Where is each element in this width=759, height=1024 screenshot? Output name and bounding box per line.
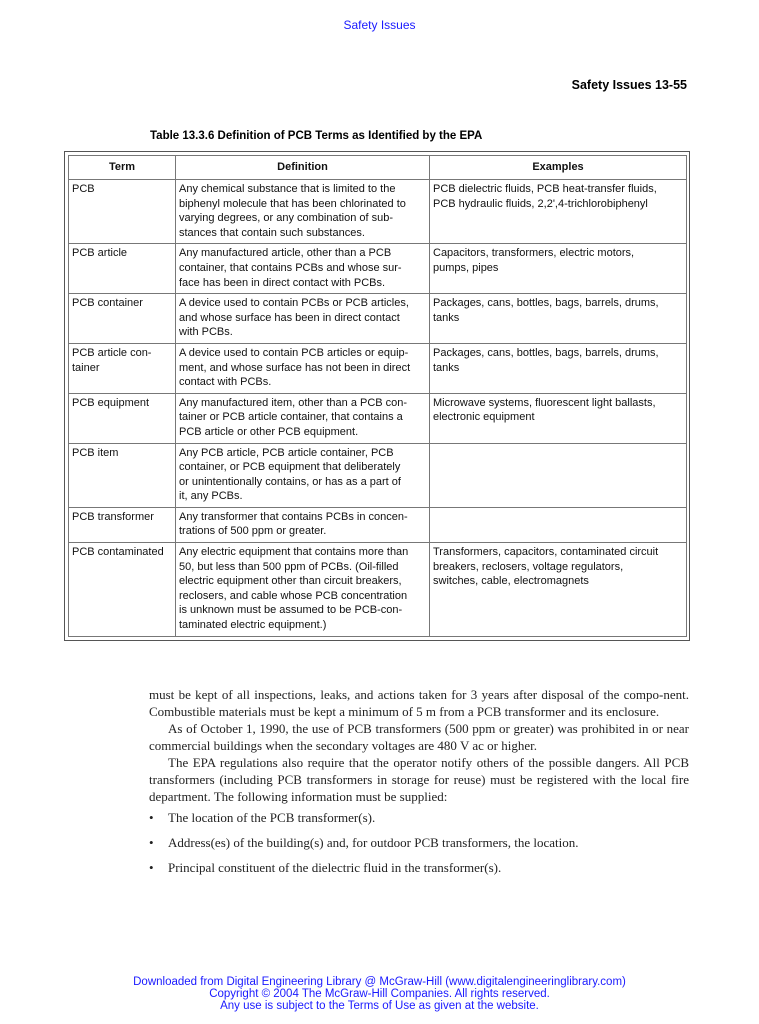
table-caption: Table 13.3.6 Definition of PCB Terms as Identified by the EPA [150, 130, 483, 142]
definition-cell: Any PCB article, PCB article container, PCB container, or PCB equipment that deliberately or unintentionally contains, or has as a part of it, any PCBs. [176, 443, 430, 507]
table-row [69, 294, 687, 344]
examples-cell: Transformers, capacitors, contaminated circuit breakers, reclosers, voltage regulators, switches, cable, electromagnets [430, 543, 687, 637]
footer-download-link[interactable]: Downloaded from Digital Engineering Library @ McGraw-Hill (www.digitalengineeringlibrary.com) [133, 976, 626, 988]
list-item-text: Principal constituent of the dielectric fluid in the transformer(s). [168, 860, 502, 875]
definition-cell: Any chemical substance that is limited to the biphenyl molecule that has been chlorinated to varying degrees, or any combination of sub- stances that contain such substances. [176, 180, 430, 244]
list-item-text: Address(es) of the building(s) and, for outdoor PCB transformers, the location. [168, 835, 579, 850]
definition-cell: A device used to contain PCB articles or equip- ment, and whose surface has not been in direct contact with PCBs. [176, 343, 430, 393]
paragraph: As of October 1, 1990, the use of PCB transformers (500 ppm or greater) was prohibited in or near commercial buildings when the secondary voltages are 480 V ac or higher. [149, 721, 689, 753]
bullet-icon: • [149, 810, 154, 825]
pcb-terms-table [68, 155, 687, 637]
section-link[interactable]: Safety Issues [343, 18, 416, 32]
column-header-term: Term [69, 156, 176, 180]
list-item [149, 834, 689, 851]
definition-cell: Any manufactured item, other than a PCB con- tainer or PCB article container, that contains a PCB article or other PCB equipment. [176, 393, 430, 443]
definition-cell: Any transformer that contains PCBs in concen- trations of 500 ppm or greater. [176, 507, 430, 542]
examples-cell: Packages, cans, bottles, bags, barrels, drums, tanks [430, 343, 687, 393]
examples-cell [430, 443, 687, 507]
bullet-icon: • [149, 835, 154, 850]
footer-copyright: Copyright © 2004 The McGraw-Hill Companies. All rights reserved. [209, 988, 550, 1000]
definition-cell: Any electric equipment that contains more than 50, but less than 500 ppm of PCBs. (Oil-filled electric equipment other than circuit breakers, reclosers, and cable whose PCB concentration is unknown must be assumed to be PCB-con- taminated electric equipment.) [176, 543, 430, 637]
list-item-text: The location of the PCB transformer(s). [168, 810, 376, 825]
term-cell: PCB article [69, 244, 176, 294]
examples-cell: PCB dielectric fluids, PCB heat-transfer fluids, PCB hydraulic fluids, 2,2',4-trichlorobiphenyl [430, 180, 687, 244]
table-row [69, 343, 687, 393]
paragraph: The EPA regulations also require that the operator notify others of the possible dangers. All PCB transformers (including PCB transformers in storage for reuse) must be registered with the local fire department. The following information must be supplied: [149, 755, 689, 804]
definition-cell: Any manufactured article, other than a PCB container, that contains PCBs and whose sur- face has been in direct contact with PCBs. [176, 244, 430, 294]
examples-cell: Packages, cans, bottles, bags, barrels, drums, tanks [430, 294, 687, 344]
table-row [69, 393, 687, 443]
term-cell: PCB [69, 180, 176, 244]
list-item [149, 859, 689, 876]
bullet-icon: • [149, 860, 154, 875]
page-footer [0, 976, 759, 1012]
table-row [69, 543, 687, 637]
examples-cell: Capacitors, transformers, electric motors, pumps, pipes [430, 244, 687, 294]
body-text [149, 686, 689, 884]
list-item [149, 809, 689, 826]
examples-cell: Microwave systems, fluorescent light ballasts, electronic equipment [430, 393, 687, 443]
table-row [69, 443, 687, 507]
term-cell: PCB equipment [69, 393, 176, 443]
term-cell: PCB transformer [69, 507, 176, 542]
table-row [69, 507, 687, 542]
requirements-list [149, 809, 689, 876]
examples-cell [430, 507, 687, 542]
paragraph: must be kept of all inspections, leaks, and actions taken for 3 years after disposal of the compo-nent. Combustible materials must be kept a minimum of 5 m from a PCB transformer and its enclosure. [149, 687, 689, 719]
term-cell: PCB contaminated [69, 543, 176, 637]
table-row [69, 180, 687, 244]
table-row [69, 244, 687, 294]
running-head: Safety Issues 13-55 [571, 78, 687, 92]
term-cell: PCB container [69, 294, 176, 344]
term-cell: PCB article con- tainer [69, 343, 176, 393]
definition-cell: A device used to contain PCBs or PCB articles, and whose surface has been in direct contact with PCBs. [176, 294, 430, 344]
term-cell: PCB item [69, 443, 176, 507]
table-header-row [69, 156, 687, 180]
column-header-examples: Examples [430, 156, 687, 180]
footer-terms-link[interactable]: Any use is subject to the Terms of Use as given at the website. [220, 1000, 539, 1012]
column-header-definition: Definition [176, 156, 430, 180]
